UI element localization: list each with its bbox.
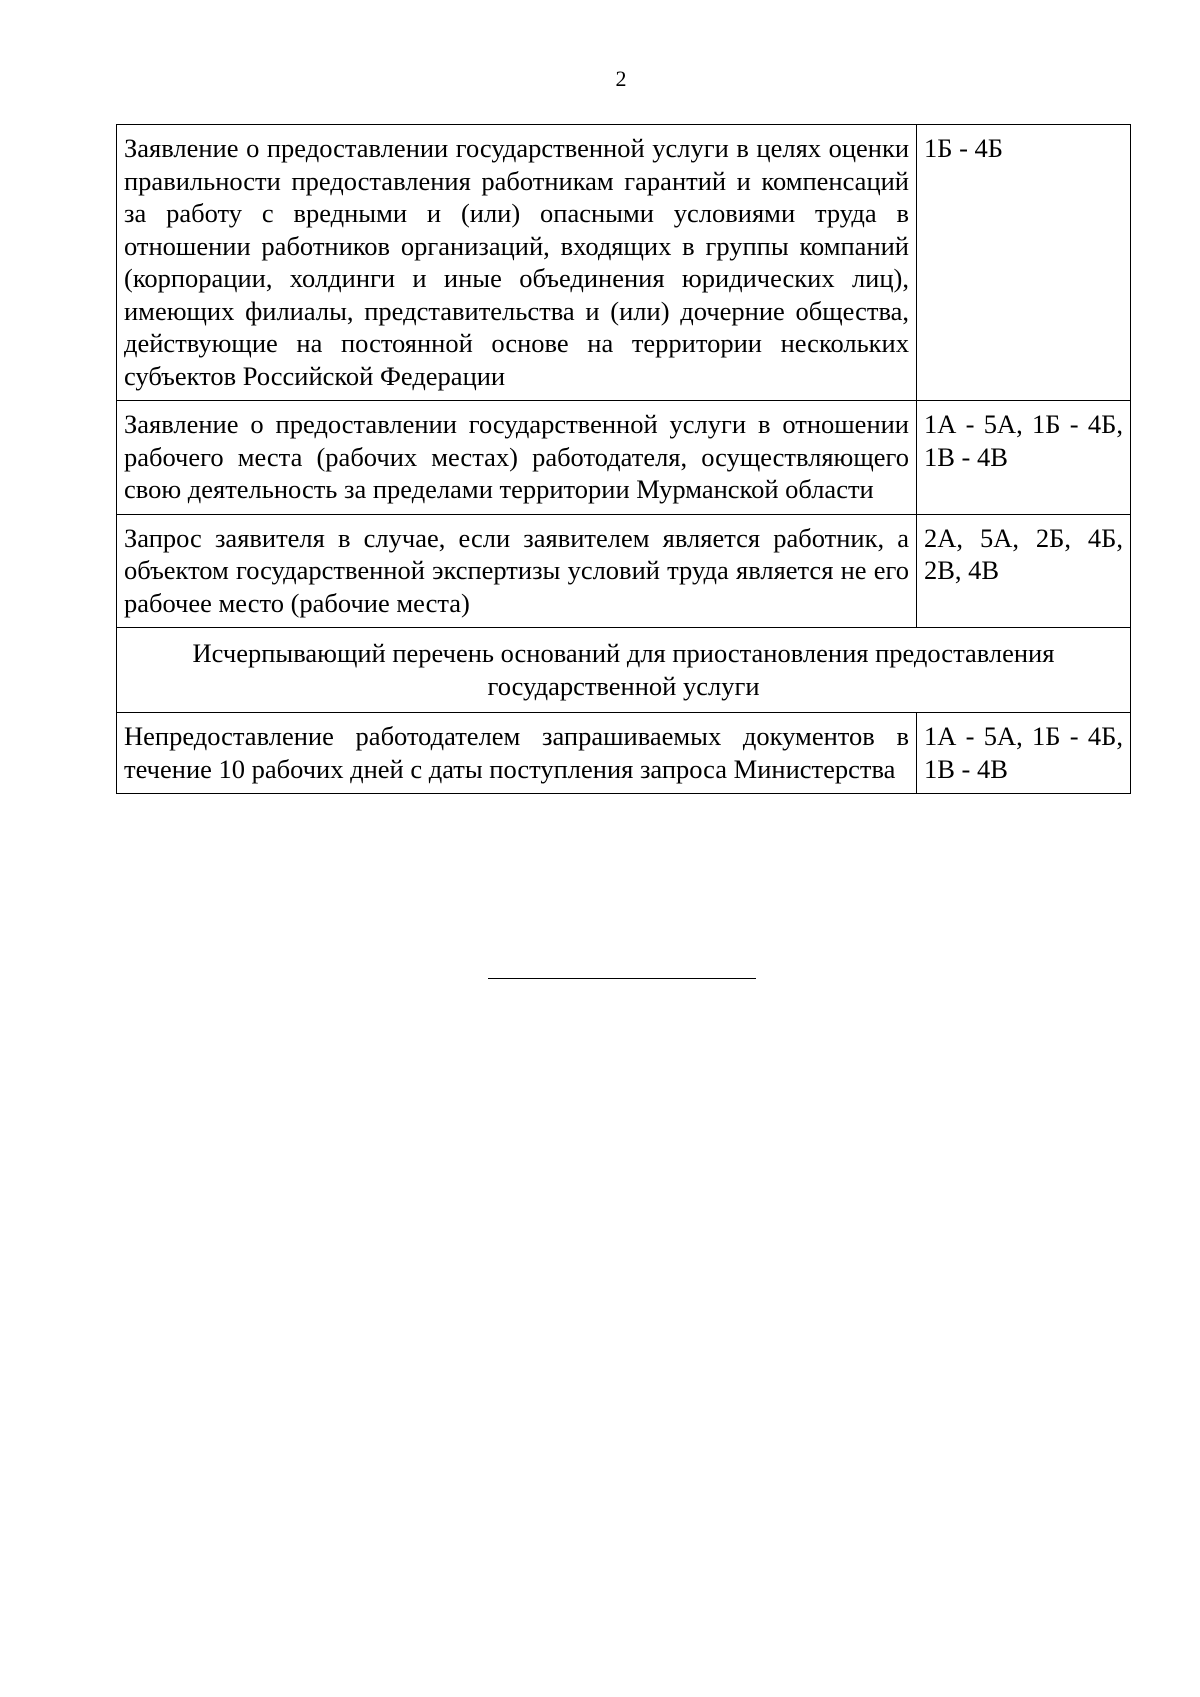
row-description: Непредоставление работодателем запрашиваемых документов в течение 10 рабочих дней с даты поступления запроса Министерства bbox=[117, 713, 917, 794]
row-reference: 1А - 5А, 1Б - 4Б, 1В - 4В bbox=[917, 713, 1131, 794]
table-row bbox=[117, 401, 1131, 515]
page-number: 2 bbox=[615, 66, 627, 91]
table-row bbox=[117, 125, 1131, 401]
grounds-table bbox=[116, 124, 1131, 794]
row-description: Заявление о предоставлении государственной услуги в отношении рабочего места (рабочих местах) работодателя, осуществляющего свою деятельность за пределами территории Мурманской области bbox=[117, 401, 917, 515]
row-description: Запрос заявителя в случае, если заявителем является работник, а объектом государственной экспертизы условий труда является не его рабочее место (рабочие места) bbox=[117, 514, 917, 628]
row-reference: 1А - 5А, 1Б - 4Б, 1В - 4В bbox=[917, 401, 1131, 515]
table-row bbox=[117, 514, 1131, 628]
section-header-row bbox=[117, 628, 1131, 713]
row-reference: 1Б - 4Б bbox=[917, 125, 1131, 401]
row-reference: 2А, 5А, 2Б, 4Б, 2В, 4В bbox=[917, 514, 1131, 628]
end-divider-line bbox=[488, 978, 756, 979]
table-row bbox=[117, 713, 1131, 794]
row-description: Заявление о предоставлении государственной услуги в целях оценки правильности предоставления работникам гарантий и компенсаций за работу с вредными и (или) опасными условиями труда в отношении работников организаций, входящих в группы компаний (корпорации, холдинги и иные объединения юридических лиц), имеющих филиалы, представительства и (или) дочерние общества, действующие на постоянной основе на территории нескольких субъектов Российской Федерации bbox=[117, 125, 917, 401]
section-header: Исчерпывающий перечень оснований для приостановления предоставления государственной услуги bbox=[117, 628, 1131, 713]
